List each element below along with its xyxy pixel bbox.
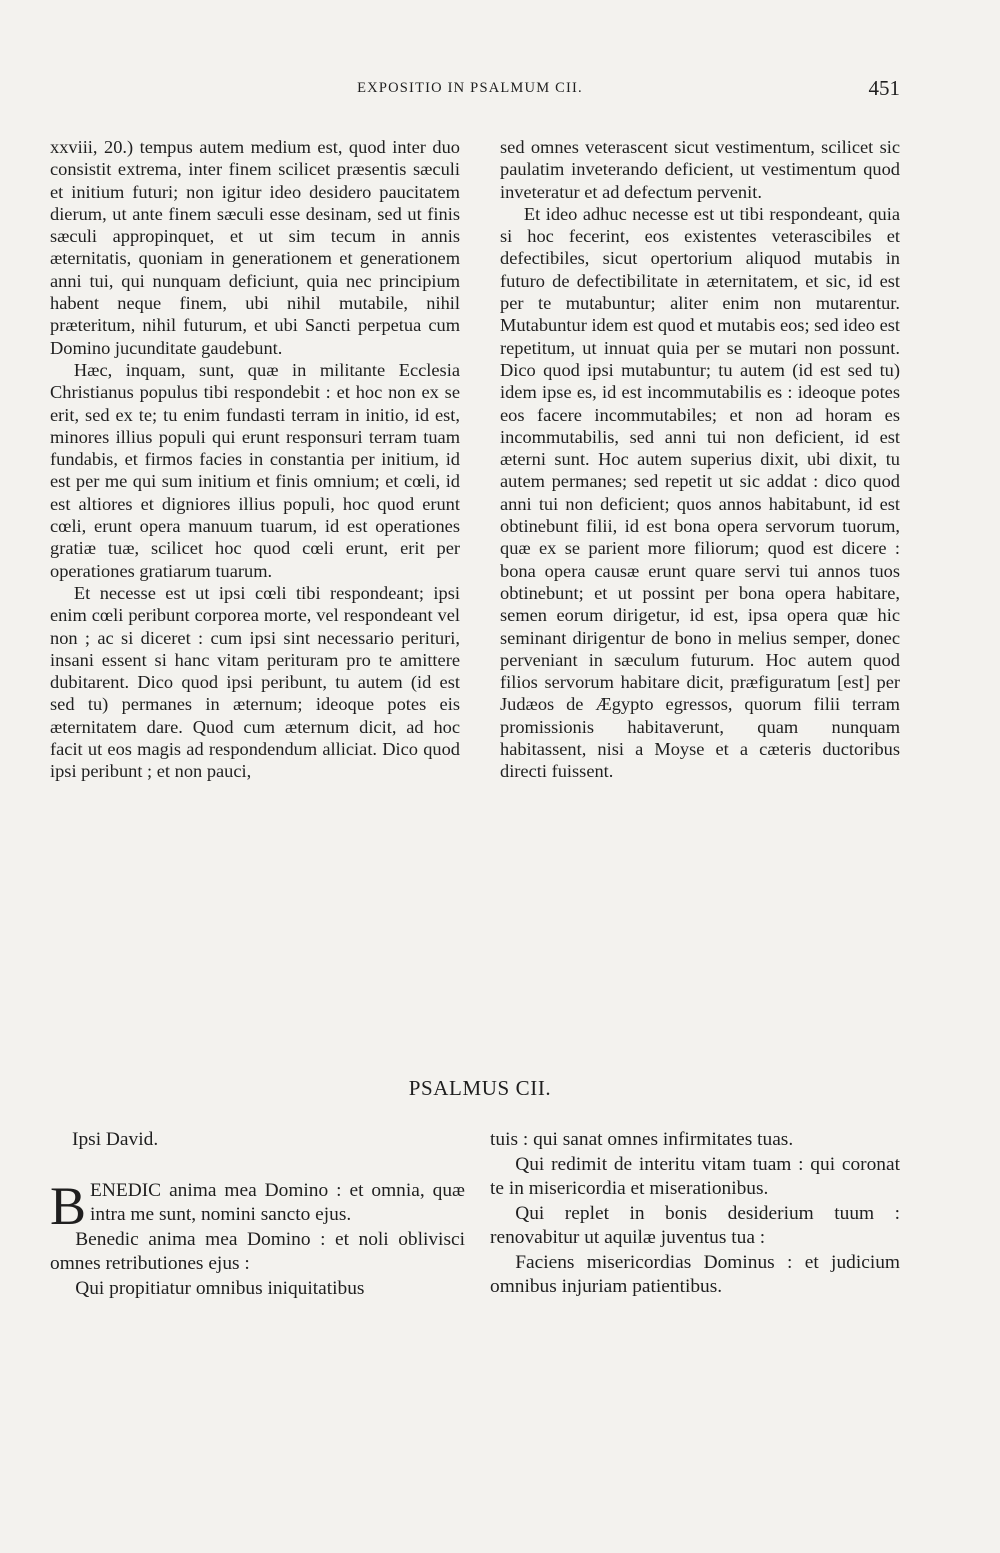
psalm-verse: Faciens misericordias Dominus : et judicium omnibus injuriam patientibus.	[490, 1251, 900, 1297]
psalm-attribution: Ipsi David.	[72, 1129, 159, 1150]
commentary-paragraph: Hæc, inquam, sunt, quæ in militante Ecclesia Christianus populus tibi respondebit : et hoc non ex se erit, sed ex te; tu enim fundasti terram in initio, id est, minores illius populi qui erunt responsuri terram tuam fundabis, et firmos facies in constantia per initium, id est per me qui sum initium et finis omnium; et cœli, id est altiores et digniores illius populi, hoc quod erunt cœli, erunt opera manuum tuarum, id est operationes gratiæ tuæ, scilicet hoc quod cœli erunt, erit per operationes gratiarum tuarum.	[50, 359, 460, 581]
psalm-verse: Benedic anima mea Domino : et noli oblivisci omnes retributiones ejus :	[50, 1228, 465, 1274]
psalm-verse: Qui propitiatur omnibus iniquitatibus	[75, 1277, 365, 1299]
psalm-verse-text: ENEDIC anima mea Domino : et omnia, quæ intra me sunt, nomini sancto ejus.	[90, 1179, 465, 1225]
psalm-verse	[50, 1175, 465, 1236]
commentary-paragraph: sed omnes veterascent sicut vestimentum, scilicet sic paulatim inveterando deficient, ut vestimentum quod inveteratur et ad defectum pervenit.	[500, 137, 900, 202]
psalm-verse: Qui redimit de interitu vitam tuam : qui coronat te in misericordia et miserationibus.	[490, 1153, 900, 1199]
commentary-right-column	[500, 136, 900, 783]
psalm-verse: tuis : qui sanat omnes infirmitates tuas.	[490, 1129, 794, 1150]
psalm-left-column	[50, 1128, 465, 1301]
psalm-title: PSALMUS CII.	[408, 1076, 552, 1100]
commentary-paragraph: xxviii, 20.) tempus autem medium est, quod inter duo consistit extrema, inter finem scilicet præsentis sæculi et initium futuri; non igitur ideo desidero paucitatem dierum, ut ante finem sæculi esse desinam, sed ut finis sæculi appropinquet, et ut sim tecum in annis æternitatis, quoniam in generationem et generationem anni tui, qui nunquam deficiunt, quia nec principium habent neque finem, ubi nihil mutabile, nihil præteritum, nihil futurum, et ubi Sancti perpetua cum Domino jucunditate gaudebunt.	[50, 137, 460, 358]
page-number: 451	[868, 76, 900, 100]
running-title: EXPOSITIO IN PSALMUM CII.	[357, 80, 583, 96]
page-header	[40, 76, 900, 110]
drop-cap: B	[50, 1175, 87, 1236]
commentary-paragraph: Et ideo adhuc necesse est ut tibi respondeant, quia si hoc fecerint, eos existentes veterascibiles et defectibiles, sicut opertorium aliquod mutabis in futuro de defectibilitate in æternitatem, et sic, id est per te mutabuntur; aliter enim non mutarentur. Mutabuntur idem est quod et mutabis eos; sed ideo est repetitum, ut innuat quia per se mutari non possunt. Dico quod ipsi mutabuntur; tu autem (id est sed tu) idem ipse es, id est incommutabilis es : ideoque potes eos facere incommutabiles; et non ad horam es incommutabilis, sed anni tui non deficient, id est æterni sunt. Hoc autem superius dixit, ubi dixit, tu autem permanes; sed repetit ut sic addat : dico quod anni tui non deficient; quos annos habitabunt, id est obtinebunt filii, id est bona opera servorum tuorum, quæ ex se parient more filiorum; quod est dicere : bona opera causæ erunt quare servi tui annos tuos obtinebunt; et ut possint per bona opera habitare, semen eorum dirigetur, id est, ipsa opera quæ hic seminant dirigentur de bono in melius semper, donec perveniant in sæculum futurum. Hoc autem quod filios servorum habitare dicit, præfiguratum [est] per Judæos de Ægypto egressos, quorum filii terram promissionis habitaverunt, quam nunquam habitassent, nisi a Moyse et a cæteris ductoribus directi fuissent.	[500, 203, 900, 782]
psalm-verse: Qui replet in bonis desiderium tuum : renovabitur ut aquilæ juventus tua :	[490, 1202, 900, 1248]
commentary-paragraph: Et necesse est ut ipsi cœli tibi respondeant; ipsi enim cœli peribunt corporea morte, vel respondeant vel non ; ac si diceret : cum ipsi sint necessario perituri, insani essent si hanc vitam perituram pro te amittere dubitarent. Dico quod ipsi peribunt, tu autem (id est sed tu) permanes in æternum; ideoque potes eis æternitatem dare. Quod cum æternum dicit, ad hoc facit ut eos magis ad respondendum alliciat. Dico quod ipsi peribunt ; et non pauci,	[50, 582, 460, 782]
psalm-right-column	[490, 1128, 900, 1300]
commentary-left-column	[50, 136, 460, 783]
